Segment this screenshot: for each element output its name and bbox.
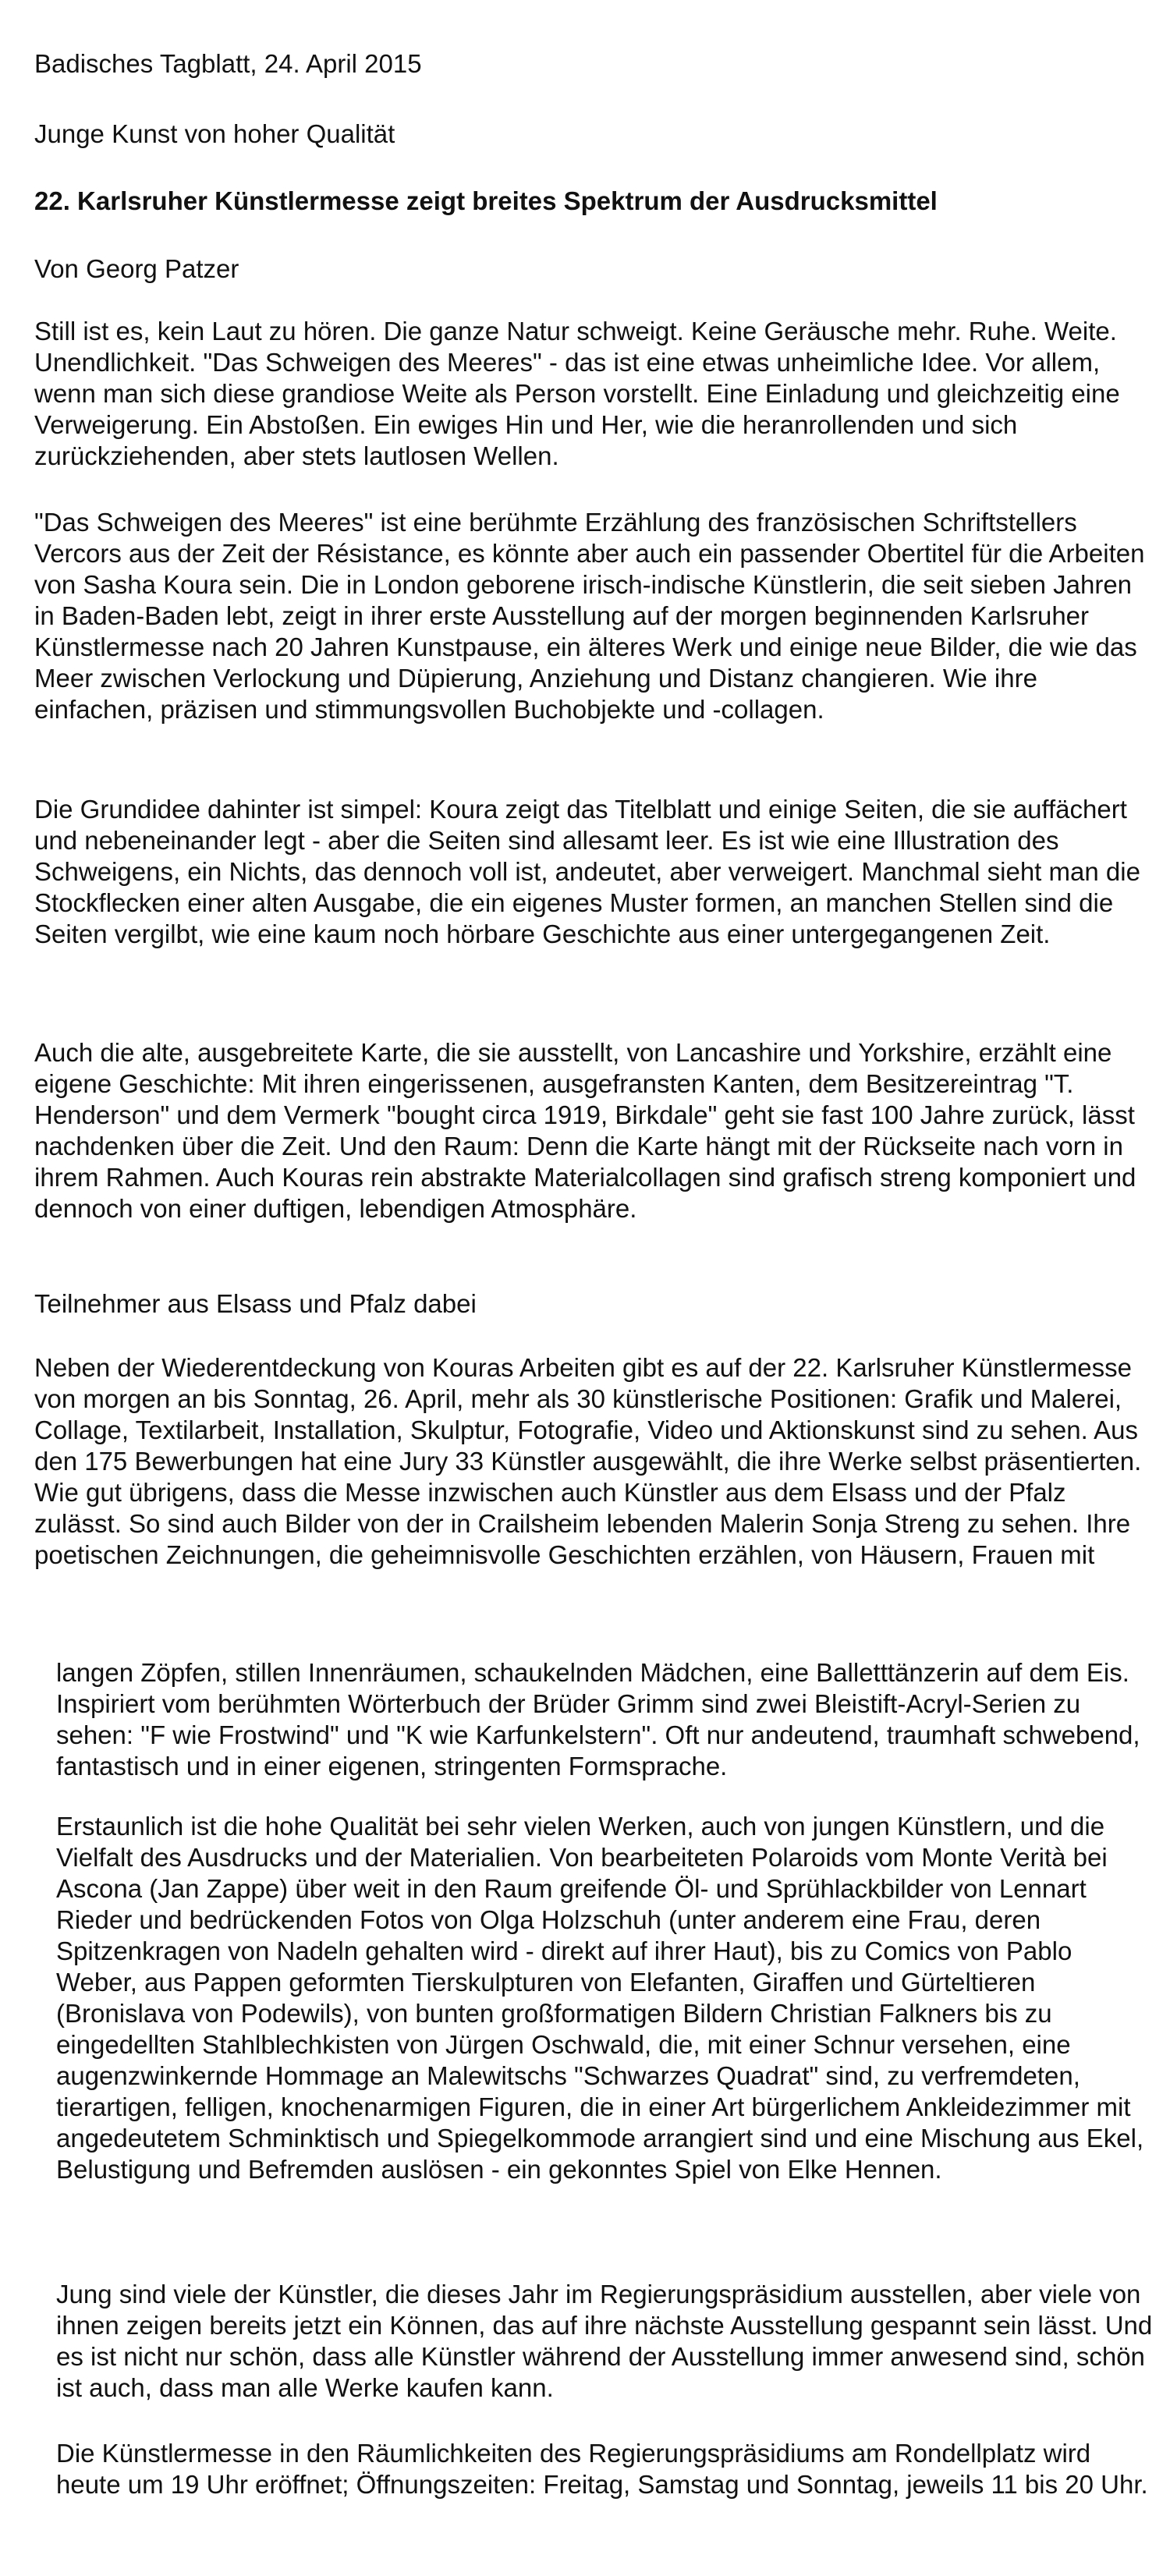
- paragraph-split-top: Neben der Wiederentdeckung von Kouras Arbeiten gibt es auf der 22. Karlsruher Künstlermesse von morgen an bis Sonntag, 26. April, mehr als 30 künstlerische Positionen: Grafik und Malerei, Collage, Textilarbeit, Installation, Skulptur, Fotografie, Video und Aktionskunst sind zu sehen. Aus den 175 Bewerbungen hat eine Jury 33 Künstler ausgewählt, die ihre Werke selbst präsentierten. Wie gut übrigens, dass die Messe inzwischen auch Künstler aus dem Elsass und der Pfalz zulässt. So sind auch Bilder von der in Crailsheim lebenden Malerin Sonja Streng zu sehen. Ihre poetischen Zeichnungen, die geheimnisvolle Geschichten erzählen, von Häusern, Frauen mit: [34, 1353, 1142, 1569]
- paragraph: Auch die alte, ausgebreitete Karte, die sie ausstellt, von Lancashire und Yorkshire, erzählt eine eigene Geschichte: Mit ihren eingerissenen, ausgefransten Kanten, dem Besitzereintrag "T. Henderson" und dem Vermerk "bought circa 1919, Birkdale" geht sie fast 100 Jahre zurück, lässt nachdenken über die Zeit. Und den Raum: Denn die Karte hängt mit der Rückseite nach vorn in ihrem Rahmen. Auch Kouras rein abstrakte Materialcollagen sind grafisch streng komponiert und dennoch von einer duftigen, lebendigen Atmosphäre.: [34, 1038, 1136, 1223]
- paragraph: Still ist es, kein Laut zu hören. Die ganze Natur schweigt. Keine Geräusche mehr. Ruhe. Weite. Unendlichkeit. "Das Schweigen des Meeres" - das ist eine etwas unheimliche Idee. Vor allem, wenn man sich diese grandiose Weite als Person vorstellt. Eine Einladung und gleichzeitig eine Verweigerung. Ein Abstoßen. Ein ewiges Hin und Her, wie die heranrollenden und sich zurückziehenden, aber stets lautlosen Wellen.: [34, 317, 1120, 470]
- kicker: Junge Kunst von hoher Qualität: [34, 119, 395, 148]
- subheading: Teilnehmer aus Elsass und Pfalz dabei: [34, 1289, 477, 1318]
- paragraph: Jung sind viele der Künstler, die dieses Jahr im Regierungspräsidium ausstellen, aber viele von ihnen zeigen bereits jetzt ein Können, das auf ihre nächste Ausstellung gespannt sein lässt. Und es ist nicht nur schön, dass alle Künstler während der Ausstellung immer anwesend sind, schön ist auch, dass man alle Werke kaufen kann.: [56, 2280, 1153, 2402]
- byline: Von Georg Patzer: [34, 254, 239, 283]
- headline: 22. Karlsruher Künstlermesse zeigt breites Spektrum der Ausdrucksmittel: [34, 186, 938, 215]
- paragraph-split-bottom: langen Zöpfen, stillen Innenräumen, schaukelnden Mädchen, eine Balletttänzerin auf dem Eis. Inspiriert vom berühmten Wörterbuch der Brüder Grimm sind zwei Bleistift-Acryl-Serien zu sehen: "F wie Frostwind" und "K wie Karfunkelstern". Oft nur andeutend, traumhaft schwebend, fantastisch und in einer eigenen, stringenten Formsprache.: [56, 1658, 1140, 1781]
- paragraph: Die Grundidee dahinter ist simpel: Koura zeigt das Titelblatt und einige Seiten, die sie auffächert und nebeneinander legt - aber die Seiten sind allesamt leer. Es ist wie eine Illustration des Schweigens, ein Nichts, das dennoch voll ist, andeutet, aber verweigert. Manchmal sieht man die Stockflecken einer alten Ausgabe, die ein eigenes Muster formen, an manchen Stellen sind die Seiten vergilbt, wie eine kaum noch hörbare Geschichte aus einer untergegangenen Zeit.: [34, 795, 1140, 948]
- paragraph: "Das Schweigen des Meeres" ist eine berühmte Erzählung des französischen Schriftstellers Vercors aus der Zeit der Résistance, es könnte aber auch ein passender Obertitel für die Arbeiten von Sasha Koura sein. Die in London geborene irisch-indische Künstlerin, die seit sieben Jahren in Baden-Baden lebt, zeigt in ihrer erste Ausstellung auf der morgen beginnenden Karlsruher Künstlermesse nach 20 Jahren Kunstpause, ein älteres Werk und einige neue Bilder, die wie das Meer zwischen Verlockung und Düpierung, Anziehung und Distanz changieren. Wie ihre einfachen, präzisen und stimmungsvollen Buchobjekte und -collagen.: [34, 508, 1145, 724]
- paragraph: Erstaunlich ist die hohe Qualität bei sehr vielen Werken, auch von jungen Künstlern, und die Vielfalt des Ausdrucks und der Materialien. Von bearbeiteten Polaroids vom Monte Verità bei Ascona (Jan Zappe) über weit in den Raum greifende Öl- und Sprühlackbilder von Lennart Rieder und bedrückenden Fotos von Olga Holzschuh (unter anderem eine Frau, deren Spitzenkragen von Nadeln gehalten wird - direkt auf ihrer Haut), bis zu Comics von Pablo Weber, aus Pappen geformten Tierskulpturen von Elefanten, Giraffen und Gürteltieren (Bronislava von Podewils), von bunten großformatigen Bildern Christian Falkners bis zu eingedellten Stahlblechkisten von Jürgen Oschwald, die, mit einer Schnur versehen, eine augenzwinkernde Hommage an Malewitschs "Schwarzes Quadrat" sind, zu verfremdeten, tierartigen, felligen, knochenarmigen Figuren, die in einer Art bürgerlichem Ankleidezimmer mit angedeutetem Schminktisch und Spiegelkommode arrangiert sind und eine Mischung aus Ekel, Belustigung und Befremden auslösen - ein gekonntes Spiel von Elke Hennen.: [56, 1812, 1144, 2184]
- source-line: Badisches Tagblatt, 24. April 2015: [34, 49, 422, 78]
- paragraph: Die Künstlermesse in den Räumlichkeiten des Regierungspräsidiums am Rondellplatz wird heute um 19 Uhr eröffnet; Öffnungszeiten: Freitag, Samstag und Sonntag, jeweils 11 bis 20 Uhr.: [56, 2439, 1148, 2499]
